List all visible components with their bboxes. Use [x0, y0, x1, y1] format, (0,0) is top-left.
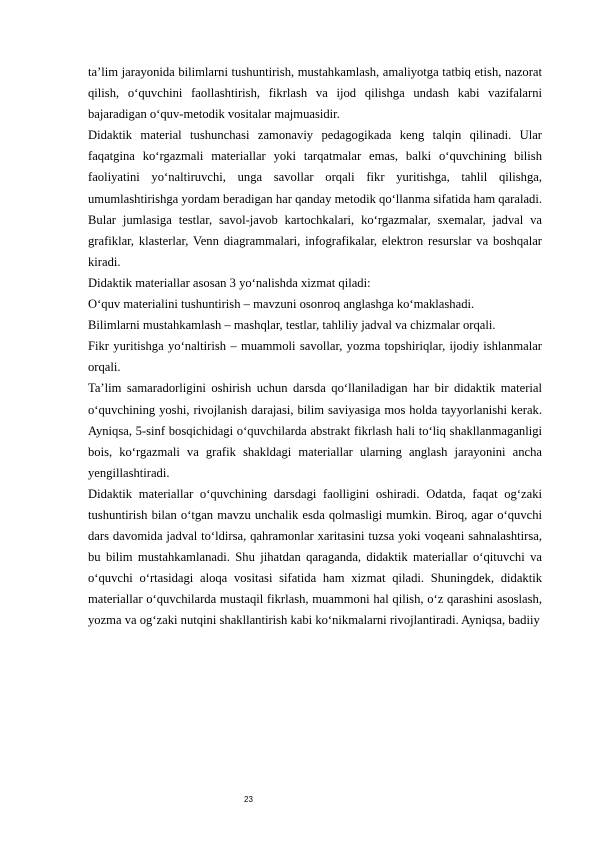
page-number-text: 23: [244, 795, 253, 804]
page-number: [0, 795, 595, 804]
paragraph-didactic-definition: ta’lim jarayonida bilimlarni tushuntirish, mustahkamlash, amaliyotga tatbiq etish, nazorat qilish, o‘quvchini faollashtirish, fikrlash va ijod qilishga undash kabi vazifalarni bajaradigan o‘quv-metodik vositalar majmuasidir.: [88, 65, 542, 122]
list-item-thinking: Fikr yuritishga yo‘naltirish – muammoli savollar, yozma topshiriqlar, ijodiy ishlanmalar orqali.: [88, 339, 542, 375]
list-item-reinforce: Bilimlarni mustahkamlash – mashqlar, testlar, tahliliy jadval va chizmalar orqali.: [88, 318, 496, 333]
paragraph-didactic-concept: Didaktik material tushunchasi zamonaviy pedagogikada keng talqin qilinadi. Ular faqatgina ko‘rgazmali materiallar yoki tarqatmalar emas, balki o‘quvchining bilish faoliyatini yo‘naltiruvchi, unga savollar orqali fikr yuritishga, tahlil qilishga, umumlashtirishga yordam beradigan har qanday metodik qo‘llanma sifatida ham qaraladi. Bular jumlasiga testlar, savol-javob kartochkalari, ko‘rgazmalar, sxemalar, jadval va grafiklar, klasterlar, Venn diagrammalari, infografikalar, elektron resurslar va boshqalar kiradi.: [88, 128, 542, 269]
paragraph-activity: Didaktik materiallar o‘quvchining darsdagi faolligini oshiradi. Odatda, faqat og‘zaki tushuntirish bilan o‘tgan mavzu unchalik esda qolmasligi mumkin. Biroq, agar o‘quvchi dars davomida jadval to‘ldirsa, qahramonlar xaritasini tuzsa yoki voqeani sahnalashtirsa, bu bilim mustahkamlanadi. Shu jihatdan qaraganda, didaktik materiallar o‘qituvchi va o‘quvchi o‘rtasidagi aloqa vositasi sifatida ham xizmat qiladi. Shuningdek, didaktik materiallar o‘quvchilarda mustaqil fikrlash, muammoni hal qilish, o‘z qarashini asoslash, yozma va og‘zaki nutqini shakllantirish kabi ko‘nikmalarni rivojlantiradi. Ayniqsa, badiiy: [88, 486, 542, 628]
list-item-explain: O‘quv materialini tushuntirish – mavzuni osonroq anglashga ko‘maklashadi.: [88, 297, 475, 312]
paragraph-three-directions: Didaktik materiallar asosan 3 yo‘nalishda xizmat qiladi:: [88, 275, 371, 290]
document-body: [88, 62, 542, 632]
paragraph-efficiency: Ta’lim samaradorligini oshirish uchun darsda qo‘llaniladigan har bir didaktik material o‘quvchining yoshi, rivojlanish darajasi, bilim saviyasiga mos holda tayyorlanishi kerak. Ayniqsa, 5-sinf bosqichidagi o‘quvchilarda abstrakt fikrlash hali to‘liq shakllanmaganligi bois, ko‘rgazmali va grafik shakldagi materiallar ularning anglash jarayonini ancha yengillashtiradi.: [88, 381, 542, 480]
